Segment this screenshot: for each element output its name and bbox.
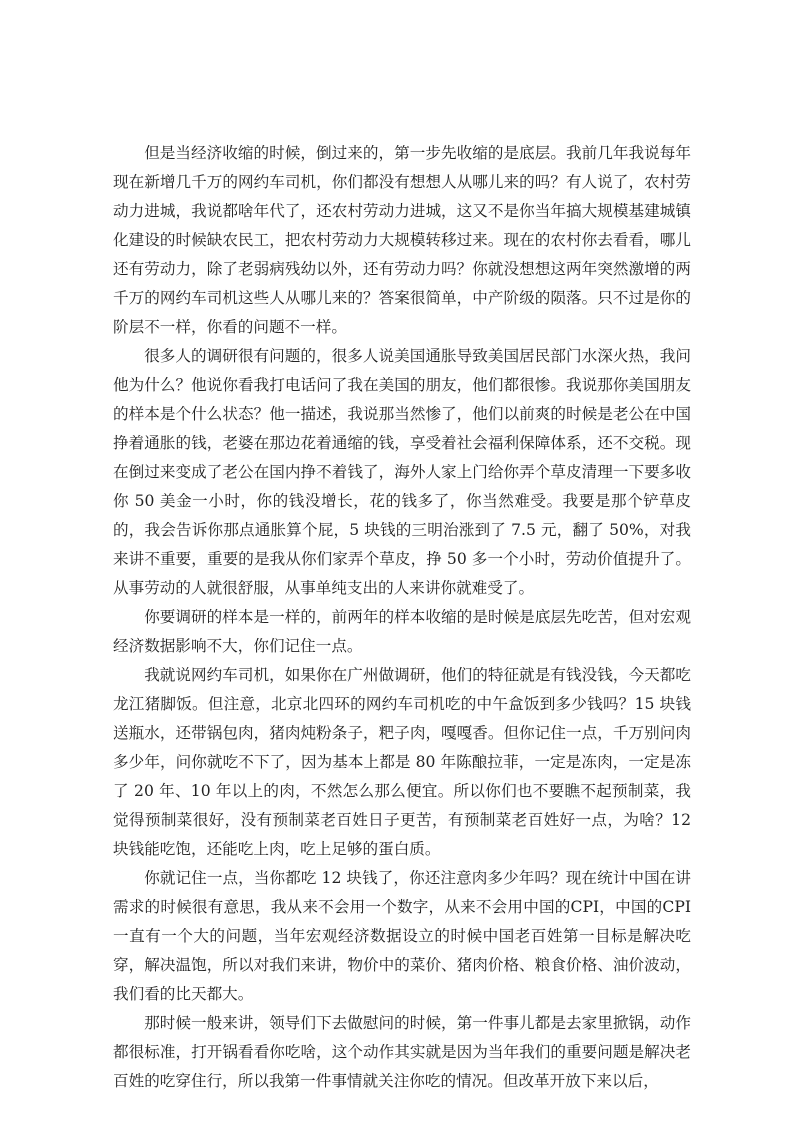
paragraph: 你就记住一点，当你都吃 12 块钱了，你还注意肉多少年吗？现在统计中国在讲需求的时候很有意思，我从来不会用一个数字，从来不会用中国的CPI，中国的CPI一直有一个大的问题，当年宏观经济数据设立的时候中国老百姓第一目标是解决吃穿，解决温饱，所以对我们来讲，物价中的菜价、猪肉价格、粮食价格、油价波动，我们看的比天都大。 — [113, 869, 691, 1003]
paragraph: 但是当经济收缩的时候，倒过来的，第一步先收缩的是底层。我前几年我说每年现在新增几千万的网约车司机，你们都没有想想人从哪儿来的吗？有人说了，农村劳动力进城，我说都啥年代了，还农村劳动力进城，这又不是你当年搞大规模基建城镇化建设的时候缺农民工，把农村劳动力大规模转移过来。现在的农村你去看看，哪儿还有劳动力，除了老弱病残幼以外，还有劳动力吗？你就没想想这两年突然激增的两千万的网约车司机这些人从哪儿来的？答案很简单，中产阶级的陨落。只不过是你的阶层不一样，你看的问题不一样。 — [113, 144, 691, 336]
paragraph: 你要调研的样本是一样的，前两年的样本收缩的是时候是底层先吃苦，但对宏观经济数据影响不大，你们记住一点。 — [113, 608, 691, 655]
paragraph: 我就说网约车司机，如果你在广州做调研，他们的特征就是有钱没钱，今天都吃龙江猪脚饭。但注意，北京北四环的网约车司机吃的中午盒饭到多少钱吗？15 块钱送瓶水，还带锅包肉，猪肉炖粉条子，粑子肉，嘎嘎香。但你记住一点，千万别问肉多少年，问你就吃不下了，因为基本上都是 80 年陈酿拉菲，一定是冻肉，一定是冻了 20 年、10 年以上的肉，不然怎么那么便宜。所以你们也不要瞧不起预制菜，我觉得预制菜很好，没有预制菜老百姓日子更苦，有预制菜老百姓好一点，为啥？12 块钱能吃饱，还能吃上肉，吃上足够的蛋白质。 — [113, 666, 691, 858]
paragraph: 那时候一般来讲，领导们下去做慰问的时候，第一件事儿都是去家里掀锅，动作都很标准，打开锅看看你吃啥，这个动作其实就是因为当年我们的重要问题是解决老百姓的吃穿住行，所以我第一件事情就关注你吃的情况。但改革开放下来以后， — [113, 1014, 691, 1090]
document-body — [113, 139, 691, 1096]
paragraph: 很多人的调研很有问题的，很多人说美国通胀导致美国居民部门水深火热，我问他为什么？他说你看我打电话问了我在美国的朋友，他们都很惨。我说那你美国朋友的样本是个什么状态？他一描述，我说那当然惨了，他们以前爽的时候是老公在中国挣着通胀的钱，老婆在那边花着通缩的钱，享受着社会福利保障体系，还不交税。现在倒过来变成了老公在国内挣不着钱了，海外人家上门给你弄个草皮清理一下要多收你 50 美金一小时，你的钱没增长，花的钱多了，你当然难受。我要是那个铲草皮的，我会告诉你那点通胀算个屁，5 块钱的三明治涨到了 7.5 元，翻了 50%，对我来讲不重要，重要的是我从你们家弄个草皮，挣 50 多一个小时，劳动价值提升了。从事劳动的人就很舒服，从事单纯支出的人来讲你就难受了。 — [113, 347, 691, 597]
